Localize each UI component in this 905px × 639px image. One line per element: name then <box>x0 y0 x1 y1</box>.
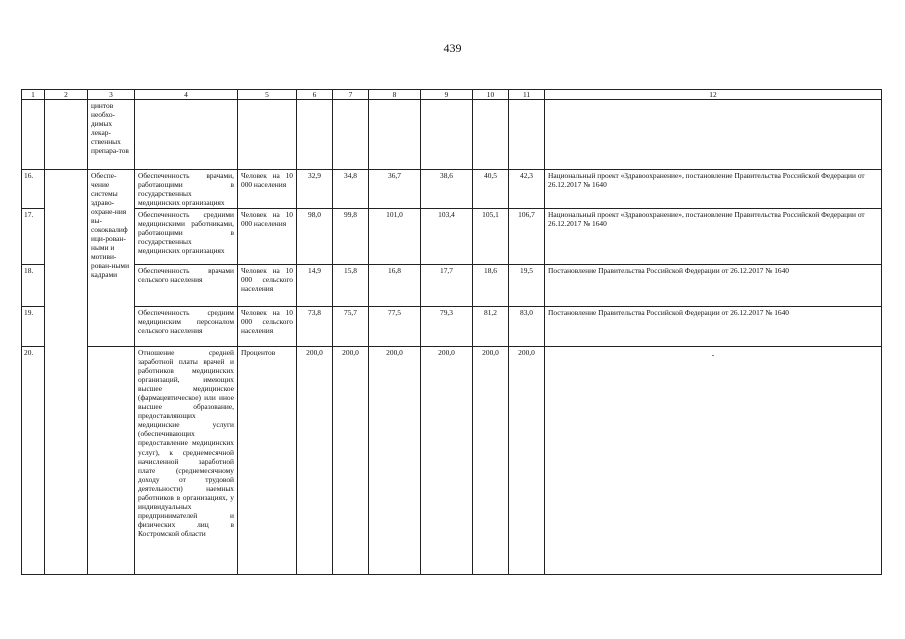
column-header: 7 <box>333 90 369 100</box>
value-cell: 36,7 <box>369 170 421 209</box>
empty-cell <box>545 100 882 170</box>
table-row <box>22 265 882 307</box>
source-cell: Постановление Правительства Российской Федерации от 26.12.2017 № 1640 <box>545 307 882 347</box>
empty-cell <box>297 100 333 170</box>
empty-cell <box>238 100 297 170</box>
empty-cell <box>509 100 545 170</box>
source-cell: Постановление Правительства Российской Федерации от 26.12.2017 № 1640 <box>545 265 882 307</box>
indicator-cell: Обеспеченность врачами, работающими в государственных медицинских организациях <box>135 170 238 209</box>
value-cell: 200,0 <box>473 347 509 575</box>
value-cell: 99,8 <box>333 209 369 265</box>
empty-cell <box>45 100 88 170</box>
column-header: 3 <box>88 90 135 100</box>
unit-cell: Процентов <box>238 347 297 575</box>
value-cell: 17,7 <box>421 265 473 307</box>
empty-cell <box>473 100 509 170</box>
dash-mark: - <box>711 350 715 360</box>
value-cell: 34,8 <box>333 170 369 209</box>
column-header: 9 <box>421 90 473 100</box>
row-number-cell: 18. <box>22 265 45 307</box>
value-cell: 38,6 <box>421 170 473 209</box>
row-number-cell: 20. <box>22 347 45 575</box>
value-cell: 15,8 <box>333 265 369 307</box>
table-row <box>22 209 882 265</box>
indicator-cell: Обеспеченность средним медицинским персоналом сельского населения <box>135 307 238 347</box>
value-cell: 200,0 <box>297 347 333 575</box>
group-label-cell: Обеспе-чение системы здраво-охране-ния вы-сококвалифици-рован-ными и мотиви-рован-ными кадрами <box>88 170 135 347</box>
page-number: 439 <box>443 41 462 55</box>
indicator-cell: Обеспеченность врачами сельского населения <box>135 265 238 307</box>
row-number-cell: 17. <box>22 209 45 265</box>
source-cell: Национальный проект «Здравоохранение», постановление Правительства Российской Федерации от 26.12.2017 № 1640 <box>545 170 882 209</box>
unit-cell: Человек на 10 000 сельского населения <box>238 307 297 347</box>
value-cell: 200,0 <box>369 347 421 575</box>
unit-cell: Человек на 10 000 населения <box>238 209 297 265</box>
value-cell: 98,0 <box>297 209 333 265</box>
value-cell: 16,8 <box>369 265 421 307</box>
unit-cell: Человек на 10 000 населения <box>238 170 297 209</box>
column-header: 10 <box>473 90 509 100</box>
value-cell: 14,9 <box>297 265 333 307</box>
row-number-cell <box>22 100 45 170</box>
indicator-cell: Отношение средней заработной платы врачей и работников медицинских организаций, имеющих высшее медицинское (фармацевтическое) или иное высшее образование, предоставляющих медицинские услуги (обеспечивающих предоставление медицинских услуг), к среднемесячной начисленной заработной плате (среднемесячному доходу от трудовой деятельности) наемных работников в организациях, у индивидуальных предпринимателей и физических лиц в Костромской области <box>135 347 238 575</box>
unit-cell: Человек на 10 000 сельского населения <box>238 265 297 307</box>
value-cell: 101,0 <box>369 209 421 265</box>
value-cell: 200,0 <box>421 347 473 575</box>
column-header: 8 <box>369 90 421 100</box>
table-row <box>22 170 882 209</box>
source-cell: Национальный проект «Здравоохранение», постановление Правительства Российской Федерации от 26.12.2017 № 1640 <box>545 209 882 265</box>
table-row <box>22 100 882 170</box>
value-cell: 75,7 <box>333 307 369 347</box>
value-cell: 42,3 <box>509 170 545 209</box>
source-cell <box>545 347 882 575</box>
row-number-cell: 16. <box>22 170 45 209</box>
value-cell: 83,0 <box>509 307 545 347</box>
column-header: 2 <box>45 90 88 100</box>
empty-cell <box>421 100 473 170</box>
column-header: 5 <box>238 90 297 100</box>
value-cell: 79,3 <box>421 307 473 347</box>
value-cell: 200,0 <box>333 347 369 575</box>
column-header: 12 <box>545 90 882 100</box>
table-row <box>22 307 882 347</box>
value-cell: 18,6 <box>473 265 509 307</box>
empty-cell <box>333 100 369 170</box>
empty-cell <box>45 170 88 575</box>
value-cell: 81,2 <box>473 307 509 347</box>
header-row <box>22 90 882 100</box>
empty-cell <box>135 100 238 170</box>
value-cell: 40,5 <box>473 170 509 209</box>
value-cell: 73,8 <box>297 307 333 347</box>
continuation-text-cell: цинтов необхо-димых лекар-ственных препара-тов <box>88 100 135 170</box>
indicators-table <box>21 89 882 575</box>
value-cell: 200,0 <box>509 347 545 575</box>
value-cell: 106,7 <box>509 209 545 265</box>
value-cell: 19,5 <box>509 265 545 307</box>
table-row <box>22 347 882 575</box>
empty-cell <box>369 100 421 170</box>
row-number-cell: 19. <box>22 307 45 347</box>
value-cell: 105,1 <box>473 209 509 265</box>
value-cell: 32,9 <box>297 170 333 209</box>
value-cell: 103,4 <box>421 209 473 265</box>
empty-cell <box>88 347 135 575</box>
value-cell: 77,5 <box>369 307 421 347</box>
column-header: 4 <box>135 90 238 100</box>
column-header: 6 <box>297 90 333 100</box>
column-header: 1 <box>22 90 45 100</box>
column-header: 11 <box>509 90 545 100</box>
indicator-cell: Обеспеченность средними медицинскими работниками, работающими в государственных медицинских организациях <box>135 209 238 265</box>
